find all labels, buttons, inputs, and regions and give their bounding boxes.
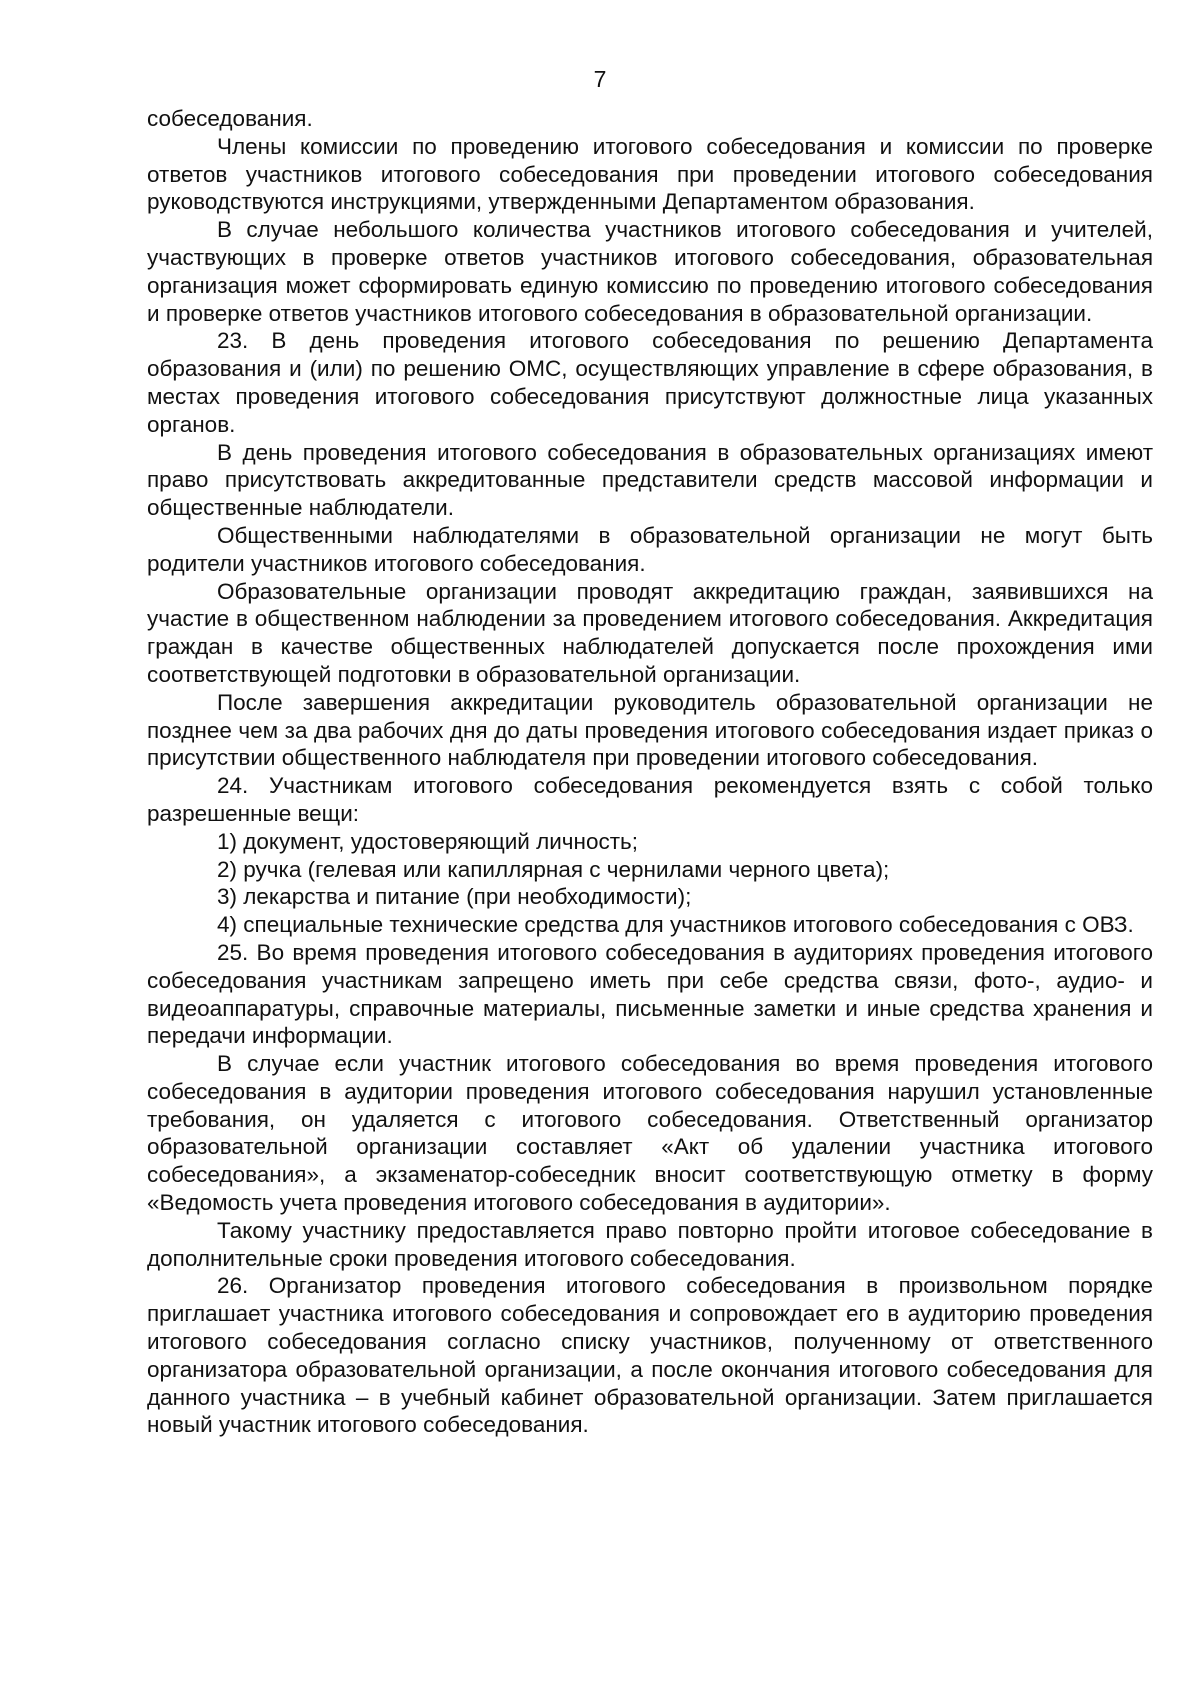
paragraph: Общественными наблюдателями в образовательной организации не могут быть родители участников итогового собеседования. — [147, 522, 1153, 576]
clause-23: 23. В день проведения итогового собеседования по решению Департамента образования и (или) по решению ОМС, осуществляющих управление в сфере образования, в местах проведения итогового собеседования присутствуют должностные лица указанных органов. — [147, 328, 1153, 437]
page-number: 7 — [593, 66, 607, 92]
paragraph-continuation: собеседования. — [147, 106, 313, 131]
list-item: 4) специальные технические средства для участников итогового собеседования с ОВЗ. — [217, 912, 1134, 938]
paragraph: В случае если участник итогового собеседования во время проведения итогового собеседования в аудитории проведения итогового собеседования нарушил установленные требования, он удаляется с итогового собеседования. Ответственный организатор образовательной организации составляет «Акт об удалении участника итогового собеседования», а экзаменатор-собеседник вносит соответствующую отметку в форму «Ведомость учета проведения итогового собеседования в аудитории». — [147, 1051, 1153, 1216]
paragraph: Члены комиссии по проведению итогового собеседования и комиссии по проверке ответов участников итогового собеседования при проведении итогового собеседования руководствуются инструкциями, утвержденными Департаментом образования. — [147, 133, 1153, 215]
paragraph: Такому участнику предоставляется право повторно пройти итоговое собеседование в дополнительные сроки проведения итогового собеседования. — [147, 1217, 1153, 1271]
paragraph: В случае небольшого количества участников итогового собеседования и учителей, участвующих в проверке ответов участников итогового собеседования, образовательная организация может сформировать единую комиссию по проведению итогового собеседования и проверке ответов участников итогового собеседования в образовательной организации. — [147, 217, 1153, 326]
document-body — [147, 105, 1153, 1439]
list-item: 1) документ, удостоверяющий личность; — [217, 828, 638, 854]
list-item: 2) ручка (гелевая или капиллярная с чернилами черного цвета); — [217, 856, 890, 882]
clause-24: 24. Участникам итогового собеседования рекомендуется взять с собой только разрешенные вещи: — [147, 773, 1153, 826]
clause-25: 25. Во время проведения итогового собеседования в аудиториях проведения итогового собеседования участникам запрещено иметь при себе средства связи, фото-, аудио- и видеоаппаратуры, справочные материалы, письменные заметки и иные средства хранения и передачи информации. — [147, 939, 1153, 1049]
list-item: 3) лекарства и питание (при необходимости); — [217, 884, 692, 910]
paragraph: Образовательные организации проводят аккредитацию граждан, заявившихся на участие в общественном наблюдении за проведением итогового собеседования. Аккредитация граждан в качестве общественных наблюдателей допускается после прохождения ими соответствующей подготовки в образовательной организации. — [147, 578, 1153, 687]
paragraph: После завершения аккредитации руководитель образовательной организации не позднее чем за два рабочих дня до даты проведения итогового собеседования издает приказ о присутствии общественного наблюдателя при проведении итогового собеседования. — [147, 689, 1153, 771]
clause-26: 26. Организатор проведения итогового собеседования в произвольном порядке приглашает участника итогового собеседования и сопровождает его в аудиторию проведения итогового собеседования согласно списку участников, полученному от ответственного организатора образовательной организации, а после окончания итогового собеседования для данного участника – в учебный кабинет образовательной организации. Затем приглашается новый участник итогового собеседования. — [147, 1273, 1153, 1438]
paragraph: В день проведения итогового собеседования в образовательных организациях имеют право присутствовать аккредитованные представители средств массовой информации и общественные наблюдатели. — [147, 439, 1153, 521]
